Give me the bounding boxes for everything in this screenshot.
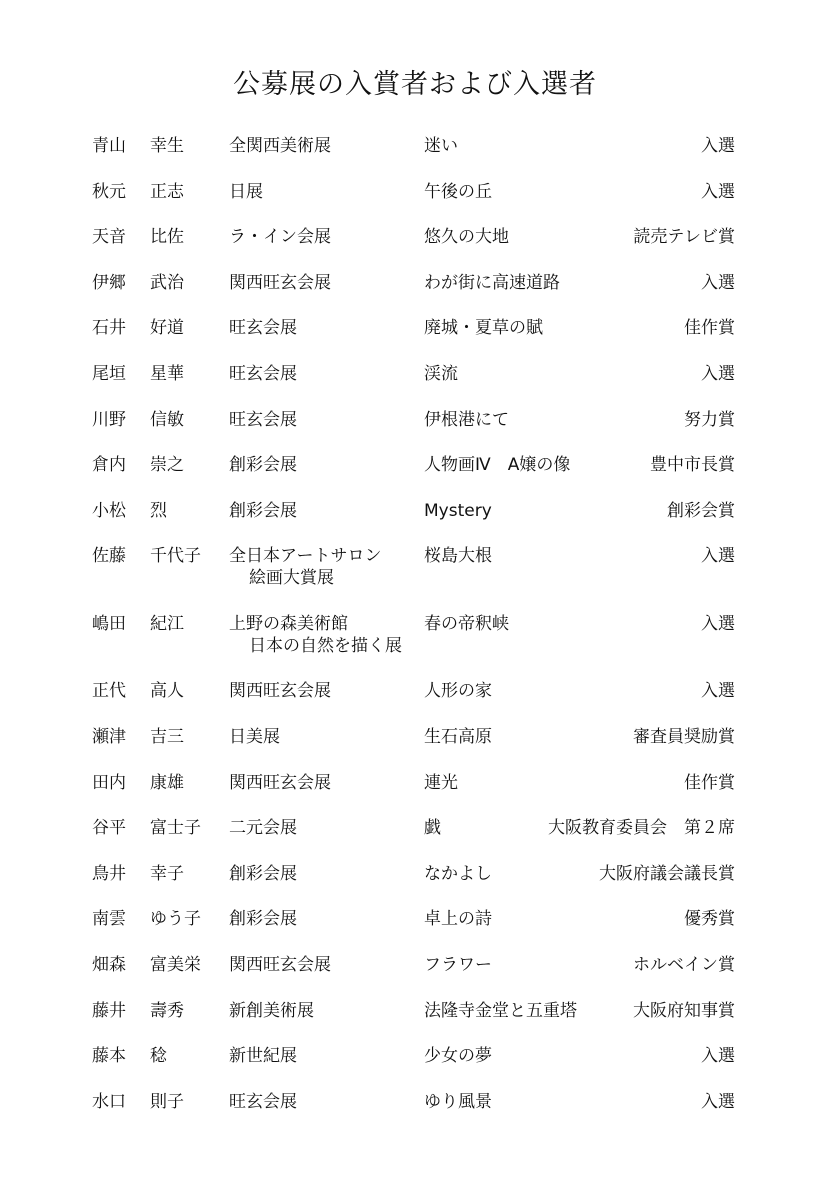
result: 大阪府知事賞 bbox=[633, 1000, 735, 1021]
result: 入選 bbox=[701, 614, 735, 635]
result: 豊中市長賞 bbox=[650, 455, 735, 476]
exhibition: 旺玄会展 bbox=[229, 409, 297, 430]
exhibition-line-2: 絵画大賞展 bbox=[249, 568, 334, 589]
work-title: 午後の丘 bbox=[424, 181, 492, 202]
exhibition: 旺玄会展 bbox=[229, 1091, 297, 1112]
list-item bbox=[0, 181, 830, 227]
list-item bbox=[0, 863, 830, 909]
list-item bbox=[0, 817, 830, 863]
work-title: フラワー bbox=[424, 954, 492, 975]
exhibition: 二元会展 bbox=[229, 818, 297, 839]
exhibition: 関西旺玄会展 bbox=[229, 772, 331, 793]
work-title: 人形の家 bbox=[424, 681, 492, 702]
exhibition: ラ・イン会展 bbox=[229, 227, 331, 248]
result: 努力賞 bbox=[684, 409, 735, 430]
surname: 鳥井 bbox=[92, 863, 126, 884]
result: 入選 bbox=[701, 681, 735, 702]
result: 創彩会賞 bbox=[667, 500, 735, 521]
result: 入選 bbox=[701, 1046, 735, 1067]
surname: 石井 bbox=[92, 318, 126, 339]
work-title: 法隆寺金堂と五重塔 bbox=[424, 1000, 577, 1021]
result: 優秀賞 bbox=[684, 909, 735, 930]
result: 入選 bbox=[701, 181, 735, 202]
list-item bbox=[0, 726, 830, 772]
work-title: 人物画Ⅳ A嬢の像 bbox=[424, 455, 571, 476]
given-name: 稔 bbox=[150, 1046, 167, 1067]
list-item bbox=[0, 272, 830, 318]
list-item bbox=[0, 680, 830, 726]
exhibition: 創彩会展 bbox=[229, 500, 297, 521]
result: 入選 bbox=[701, 136, 735, 156]
list-item bbox=[0, 772, 830, 818]
given-name: 富美栄 bbox=[150, 954, 201, 975]
exhibition: 日展 bbox=[229, 181, 263, 202]
surname: 天音 bbox=[92, 227, 126, 248]
surname: 佐藤 bbox=[92, 546, 126, 567]
exhibition: 関西旺玄会展 bbox=[229, 272, 331, 293]
surname: 田内 bbox=[92, 772, 126, 793]
given-name: 信敏 bbox=[150, 409, 184, 430]
given-name: 壽秀 bbox=[150, 1000, 184, 1021]
given-name: 正志 bbox=[150, 181, 184, 202]
work-title: 少女の夢 bbox=[424, 1046, 492, 1067]
given-name: 康雄 bbox=[150, 772, 184, 793]
work-title: 渓流 bbox=[424, 363, 458, 384]
work-title: 伊根港にて bbox=[424, 409, 509, 430]
result: 入選 bbox=[701, 272, 735, 293]
given-name: 高人 bbox=[150, 681, 184, 702]
work-title: 春の帝釈峡 bbox=[424, 614, 509, 635]
surname: 小松 bbox=[92, 500, 126, 521]
surname: 正代 bbox=[92, 681, 126, 702]
surname: 青山 bbox=[92, 136, 126, 156]
list-item bbox=[0, 409, 830, 455]
exhibition: 関西旺玄会展 bbox=[229, 954, 331, 975]
result: 大阪府議会議長賞 bbox=[599, 863, 735, 884]
exhibition: 新創美術展 bbox=[229, 1000, 314, 1021]
exhibition: 創彩会展 bbox=[229, 909, 297, 930]
given-name: 比佐 bbox=[150, 227, 184, 248]
work-title: 悠久の大地 bbox=[424, 227, 509, 248]
exhibition: 創彩会展 bbox=[229, 863, 297, 884]
list-item bbox=[0, 317, 830, 363]
work-title: わが街に高速道路 bbox=[424, 272, 560, 293]
exhibition: 関西旺玄会展 bbox=[229, 681, 331, 702]
result: 入選 bbox=[701, 546, 735, 567]
surname: 瀬津 bbox=[92, 726, 126, 747]
surname: 秋元 bbox=[92, 181, 126, 202]
given-name: 紀江 bbox=[150, 614, 184, 635]
given-name: 崇之 bbox=[150, 455, 184, 476]
list-item bbox=[0, 908, 830, 954]
given-name: 武治 bbox=[150, 272, 184, 293]
given-name: 星華 bbox=[150, 363, 184, 384]
exhibition-line-1: 上野の森美術館 bbox=[229, 614, 348, 635]
work-title: 卓上の詩 bbox=[424, 909, 492, 930]
exhibition: 新世紀展 bbox=[229, 1046, 297, 1067]
surname: 倉内 bbox=[92, 455, 126, 476]
given-name: 千代子 bbox=[150, 546, 201, 567]
result: 佳作賞 bbox=[684, 318, 735, 339]
given-name: ゆう子 bbox=[150, 909, 201, 930]
exhibition: 旺玄会展 bbox=[229, 363, 297, 384]
work-title: 生石高原 bbox=[424, 726, 492, 747]
result: 佳作賞 bbox=[684, 772, 735, 793]
given-name: 吉三 bbox=[150, 726, 184, 747]
surname: 川野 bbox=[92, 409, 126, 430]
exhibition bbox=[229, 613, 402, 657]
list-item bbox=[0, 545, 830, 613]
result: 入選 bbox=[701, 363, 735, 384]
given-name: 幸生 bbox=[150, 136, 184, 156]
list-item bbox=[0, 1000, 830, 1046]
given-name: 則子 bbox=[150, 1091, 184, 1112]
surname: 藤井 bbox=[92, 1000, 126, 1021]
list-item bbox=[0, 1091, 830, 1137]
surname: 藤本 bbox=[92, 1046, 126, 1067]
surname: 嶋田 bbox=[92, 614, 126, 635]
work-title: 迷い bbox=[424, 136, 458, 156]
list-item bbox=[0, 613, 830, 680]
given-name: 幸子 bbox=[150, 863, 184, 884]
list-item bbox=[0, 363, 830, 409]
surname: 畑森 bbox=[92, 954, 126, 975]
list-item bbox=[0, 454, 830, 500]
work-title: なかよし bbox=[424, 863, 492, 884]
surname: 南雲 bbox=[92, 909, 126, 930]
work-title: ゆり風景 bbox=[424, 1091, 492, 1112]
exhibition: 旺玄会展 bbox=[229, 318, 297, 339]
list-item bbox=[0, 135, 830, 181]
result: ホルベイン賞 bbox=[633, 954, 735, 975]
page-title: 公募展の入賞者および入選者 bbox=[233, 69, 597, 100]
given-name: 烈 bbox=[150, 500, 167, 521]
surname: 伊郷 bbox=[92, 272, 126, 293]
given-name: 富士子 bbox=[150, 818, 201, 839]
result: 審査員奨励賞 bbox=[633, 726, 735, 747]
exhibition: 創彩会展 bbox=[229, 455, 297, 476]
list-item bbox=[0, 500, 830, 546]
work-title: Mystery bbox=[424, 500, 492, 521]
result: 読売テレビ賞 bbox=[633, 227, 735, 248]
exhibition-line-2: 日本の自然を描く展 bbox=[249, 636, 402, 657]
work-title: 戯 bbox=[424, 818, 441, 839]
result: 大阪教育委員会 第２席 bbox=[548, 818, 735, 839]
awardee-list bbox=[0, 135, 830, 1136]
given-name: 好道 bbox=[150, 318, 184, 339]
result: 入選 bbox=[701, 1091, 735, 1112]
exhibition: 日美展 bbox=[229, 726, 280, 747]
work-title: 桜島大根 bbox=[424, 546, 492, 567]
exhibition: 全関西美術展 bbox=[229, 136, 331, 156]
surname: 水口 bbox=[92, 1091, 126, 1112]
exhibition bbox=[229, 545, 382, 589]
list-item bbox=[0, 954, 830, 1000]
list-item bbox=[0, 1045, 830, 1091]
list-item bbox=[0, 226, 830, 272]
surname: 谷平 bbox=[92, 818, 126, 839]
exhibition-line-1: 全日本アートサロン bbox=[229, 546, 382, 567]
work-title: 連光 bbox=[424, 772, 458, 793]
work-title: 廃城・夏草の賦 bbox=[424, 318, 543, 339]
surname: 尾垣 bbox=[92, 363, 126, 384]
